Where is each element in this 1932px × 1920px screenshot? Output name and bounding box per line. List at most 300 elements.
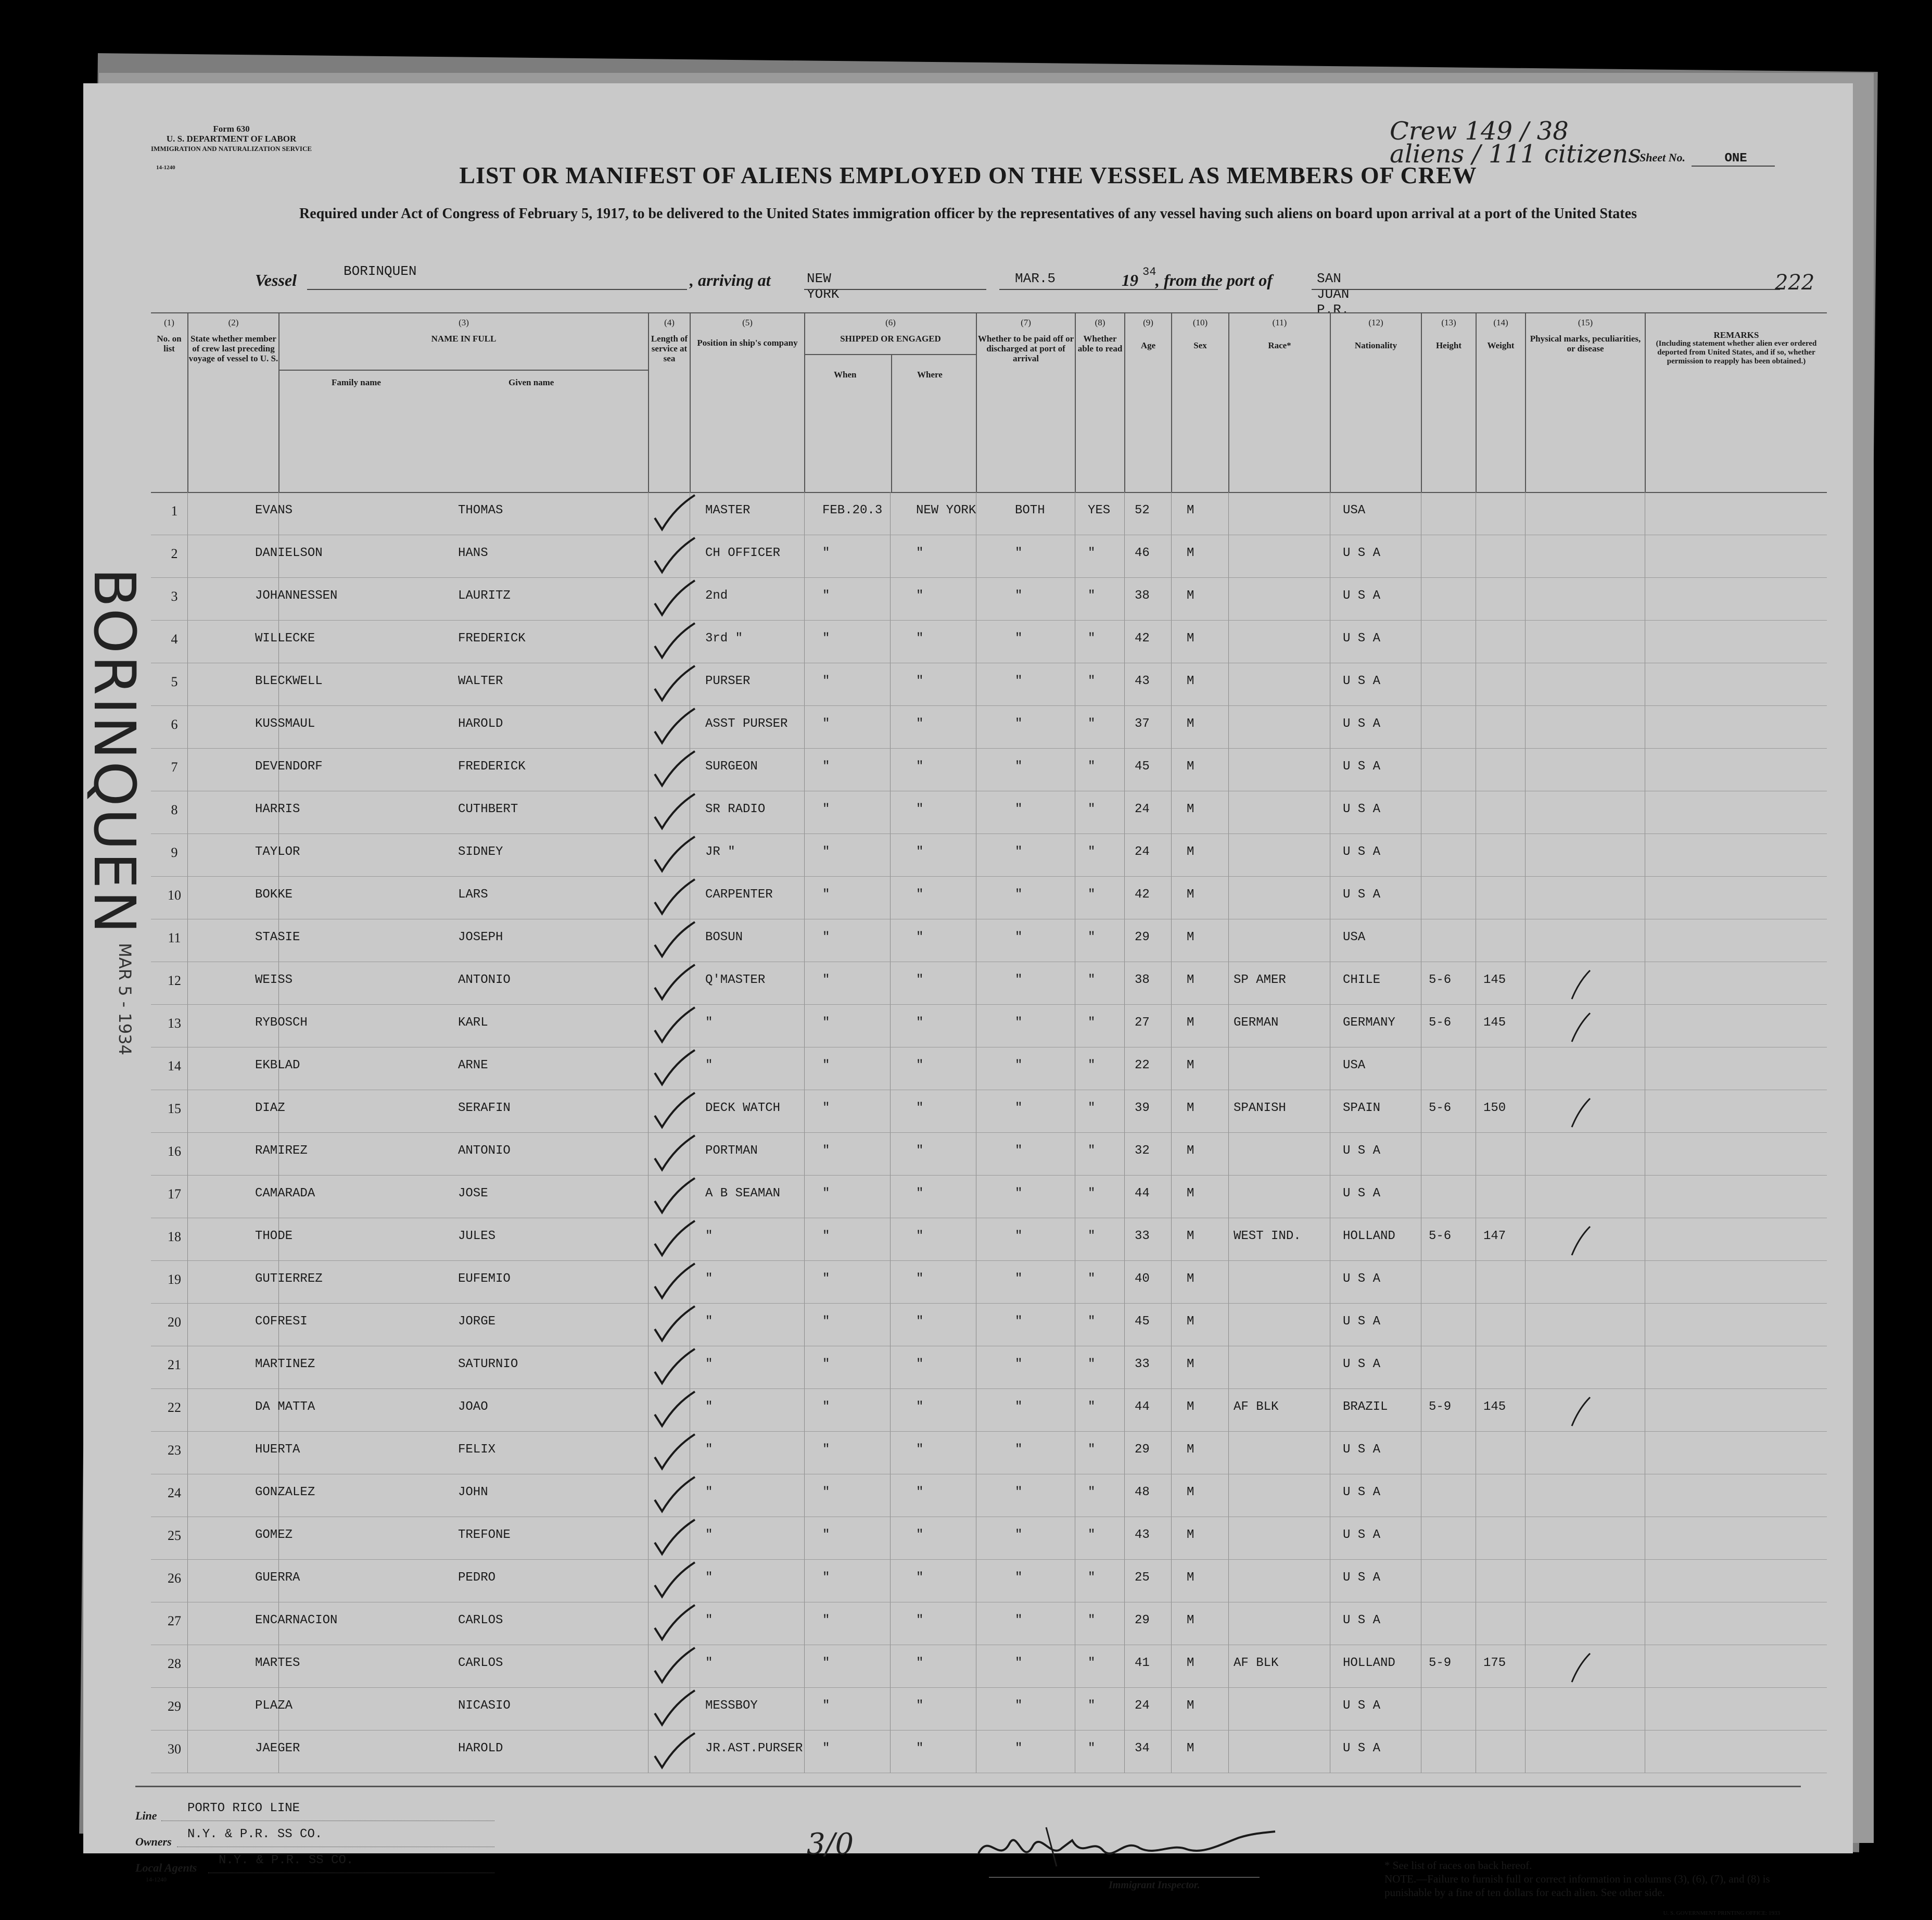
cell-family-name: DIAZ: [255, 1101, 285, 1115]
cell-position: ": [705, 1315, 713, 1329]
cell-age: 44: [1135, 1186, 1150, 1201]
header-col-6: [804, 312, 976, 492]
cell-paid-off: ": [1015, 1058, 1023, 1072]
check-mark-icon: [651, 1646, 697, 1686]
check-mark-icon: [651, 1603, 697, 1644]
cell-shipped-when: ": [822, 802, 830, 816]
header-num: (12): [1368, 318, 1383, 327]
cell-shipped-where: ": [916, 973, 924, 987]
from-port: SAN JUAN P.R.: [1317, 271, 1350, 318]
cell-position: ": [705, 1528, 713, 1542]
cell-family-name: JOHANNESSEN: [255, 589, 338, 603]
cell-able-to-read: ": [1088, 1016, 1096, 1030]
cell-nationality: U S A: [1343, 1144, 1381, 1158]
cell-shipped-where: ": [916, 546, 924, 560]
cell-shipped-when: ": [822, 1699, 830, 1713]
check-mark-icon: [651, 1219, 697, 1259]
table-row: [151, 1388, 1827, 1432]
table-row: [151, 1645, 1827, 1688]
header-num: (11): [1272, 318, 1287, 327]
check-mark-icon: [651, 1518, 697, 1558]
cell-num: 23: [168, 1443, 181, 1458]
table-row: [151, 1090, 1827, 1133]
date-underline: [999, 289, 1218, 290]
sheet-label: Sheet No.: [1639, 151, 1685, 164]
header-remarks: [1645, 312, 1827, 492]
cell-nationality: U S A: [1343, 1528, 1381, 1542]
cell-position: BOSUN: [705, 930, 743, 944]
cell-weight: 145: [1483, 1400, 1506, 1414]
cell-race: AF BLK: [1234, 1656, 1279, 1670]
cell-paid-off: ": [1015, 1400, 1023, 1414]
cell-position: MASTER: [705, 503, 751, 517]
agents-value: N.Y. & P.R. SS CO.: [219, 1853, 354, 1867]
cell-shipped-where: ": [916, 589, 924, 603]
inspector-rule: [989, 1877, 1260, 1878]
cell-nationality: U S A: [1343, 1741, 1381, 1755]
page-subtitle: Required under Act of Congress of February 5, 1917, to be delivered to the United States immigration officer by the representatives of any vessel having such aliens on board upon arrival at a port of the United States: [299, 206, 1637, 222]
physical-mark-tick-icon: [1561, 963, 1608, 1003]
cell-sex: M: [1187, 1144, 1194, 1158]
cell-sex: M: [1187, 1186, 1194, 1201]
table-row: [151, 577, 1827, 621]
cell-age: 33: [1135, 1229, 1150, 1243]
check-mark-icon: [651, 706, 697, 747]
cell-shipped-where: ": [916, 1144, 924, 1158]
arriving-port: NEW YORK: [807, 271, 840, 302]
cell-nationality: HOLLAND: [1343, 1229, 1395, 1243]
cell-able-to-read: ": [1088, 1400, 1096, 1414]
cell-paid-off: ": [1015, 1613, 1023, 1627]
cell-age: 34: [1135, 1741, 1150, 1755]
header-sub: Given name: [509, 377, 554, 387]
page-title: LIST OR MANIFEST OF ALIENS EMPLOYED ON THE VESSEL AS MEMBERS OF CREW: [459, 162, 1477, 188]
check-mark-icon: [651, 920, 697, 961]
port-underline: [804, 289, 986, 290]
cell-shipped-where: ": [916, 1485, 924, 1499]
cell-position: ": [705, 1229, 713, 1243]
cell-able-to-read: ": [1088, 1058, 1096, 1072]
cell-shipped-where: ": [916, 1613, 924, 1627]
cell-shipped-where: ": [916, 845, 924, 859]
cell-sex: M: [1187, 631, 1194, 646]
physical-mark-tick-icon: [1561, 1219, 1608, 1259]
header-num: (9): [1143, 318, 1153, 327]
check-mark-icon: [651, 1048, 697, 1089]
check-mark-icon: [651, 835, 697, 875]
cell-able-to-read: ": [1088, 1186, 1096, 1201]
cell-paid-off: ": [1015, 1571, 1023, 1585]
sheet-underline: [1692, 166, 1775, 167]
cell-given-name: WALTER: [458, 674, 503, 688]
header-col-1: [151, 312, 187, 492]
cell-weight: 175: [1483, 1656, 1506, 1670]
cell-position: PURSER: [705, 674, 751, 688]
cell-shipped-where: ": [916, 717, 924, 731]
table-row: [151, 1218, 1827, 1261]
cell-paid-off: ": [1015, 1144, 1023, 1158]
cell-position: ": [705, 1485, 713, 1499]
arrival-date: MAR.5: [1015, 271, 1056, 286]
cell-nationality: U S A: [1343, 589, 1381, 603]
cell-position: A B SEAMAN: [705, 1186, 781, 1201]
cell-given-name: CARLOS: [458, 1613, 503, 1627]
table-row: [151, 705, 1827, 749]
cell-sex: M: [1187, 1485, 1194, 1499]
cell-sex: M: [1187, 760, 1194, 774]
header-num: (13): [1441, 318, 1456, 327]
cell-family-name: WILLECKE: [255, 631, 315, 646]
cell-position: 3rd ": [705, 631, 743, 646]
arriving-label: , arriving at: [690, 271, 771, 289]
cell-shipped-when: ": [822, 1058, 830, 1072]
header-label: Sex: [1193, 340, 1207, 350]
cell-age: 32: [1135, 1144, 1150, 1158]
cell-shipped-where: ": [916, 1315, 924, 1329]
header-num: (8): [1095, 318, 1105, 327]
column-headers: [151, 312, 1827, 492]
cell-shipped-when: ": [822, 1741, 830, 1755]
cell-shipped-when: ": [822, 1016, 830, 1030]
cell-able-to-read: ": [1088, 1699, 1096, 1713]
cell-height: 5-9: [1429, 1656, 1452, 1670]
cell-given-name: ARNE: [458, 1058, 488, 1072]
cell-num: 25: [168, 1528, 181, 1543]
cell-race: SP AMER: [1234, 973, 1286, 987]
sheet-number: [1639, 151, 1747, 166]
check-mark-icon: [651, 1176, 697, 1217]
header-label: NAME IN FULL: [431, 334, 497, 344]
cell-shipped-when: ": [822, 1272, 830, 1286]
initials: 3/0: [807, 1827, 854, 1861]
cell-nationality: U S A: [1343, 1613, 1381, 1627]
check-mark-icon: [651, 1005, 697, 1046]
check-mark-icon: [651, 877, 697, 918]
cell-shipped-where: ": [916, 1016, 924, 1030]
printing-office: U. S. GOVERNMENT PRINTING OFFICE: 1933: [1663, 1910, 1780, 1916]
cell-height: 5-6: [1429, 1229, 1452, 1243]
cell-shipped-when: ": [822, 888, 830, 902]
cell-able-to-read: ": [1088, 1101, 1096, 1115]
cell-family-name: STASIE: [255, 930, 300, 944]
cell-num: 6: [171, 717, 178, 732]
cell-family-name: DANIELSON: [255, 546, 323, 560]
cell-shipped-where: ": [916, 1357, 924, 1371]
cell-given-name: JOHN: [458, 1485, 488, 1499]
cell-able-to-read: YES: [1088, 503, 1111, 517]
cell-shipped-when: ": [822, 930, 830, 944]
cell-shipped-where: ": [916, 930, 924, 944]
cell-nationality: U S A: [1343, 1272, 1381, 1286]
header-sub: Where: [917, 370, 943, 380]
header-label: Whether able to read: [1077, 334, 1123, 353]
cell-able-to-read: ": [1088, 1528, 1096, 1542]
cell-shipped-where: ": [916, 1571, 924, 1585]
cell-shipped-when: ": [822, 760, 830, 774]
cell-given-name: TREFONE: [458, 1528, 511, 1542]
table-row: [151, 1431, 1827, 1474]
cell-family-name: GUTIERREZ: [255, 1272, 323, 1286]
cell-given-name: SATURNIO: [458, 1357, 518, 1371]
check-mark-icon: [651, 963, 697, 1003]
cell-position: JR.AST.PURSER: [705, 1741, 803, 1755]
table-row: [151, 492, 1827, 535]
cell-position: ASST PURSER: [705, 717, 788, 731]
header-label: SHIPPED OR ENGAGED: [840, 334, 941, 344]
cell-age: 42: [1135, 631, 1150, 646]
cell-family-name: RYBOSCH: [255, 1016, 308, 1030]
cell-able-to-read: ": [1088, 717, 1096, 731]
cell-position: SURGEON: [705, 760, 758, 774]
cell-able-to-read: ": [1088, 930, 1096, 944]
cell-shipped-when: ": [822, 1571, 830, 1585]
cell-given-name: THOMAS: [458, 503, 503, 517]
cell-position: ": [705, 1016, 713, 1030]
cell-weight: 150: [1483, 1101, 1506, 1115]
vessel-stamp: [68, 562, 182, 1055]
header-col-14: [1476, 312, 1525, 492]
cell-sex: M: [1187, 1101, 1194, 1115]
cell-shipped-when: ": [822, 546, 830, 560]
header-label: Age: [1140, 340, 1156, 350]
table-row: [151, 1303, 1827, 1346]
header-col-2: [187, 312, 278, 492]
cell-nationality: U S A: [1343, 1571, 1381, 1585]
check-mark-icon: [651, 536, 697, 576]
cell-height: 5-6: [1429, 973, 1452, 987]
cell-able-to-read: ": [1088, 802, 1096, 816]
cell-nationality: HOLLAND: [1343, 1656, 1395, 1670]
cell-given-name: SERAFIN: [458, 1101, 511, 1115]
cell-given-name: LAURITZ: [458, 589, 511, 603]
cell-num: 29: [168, 1699, 181, 1714]
cell-age: 43: [1135, 674, 1150, 688]
cell-given-name: EUFEMIO: [458, 1272, 511, 1286]
cell-position: ": [705, 1058, 713, 1072]
cell-age: 40: [1135, 1272, 1150, 1286]
cell-race: WEST IND.: [1234, 1229, 1301, 1243]
cell-shipped-when: ": [822, 1528, 830, 1542]
cell-position: ": [705, 1571, 713, 1585]
cell-nationality: U S A: [1343, 760, 1381, 774]
cell-num: 16: [168, 1144, 181, 1159]
check-mark-icon: [651, 1432, 697, 1473]
department: U. S. DEPARTMENT OF LABOR: [166, 134, 297, 144]
cell-shipped-when: ": [822, 1229, 830, 1243]
header-label: Nationality: [1354, 340, 1397, 350]
header-num: (10): [1192, 318, 1208, 327]
cell-able-to-read: ": [1088, 1315, 1096, 1329]
line-value: PORTO RICO LINE: [187, 1801, 300, 1815]
cell-shipped-when: ": [822, 1315, 830, 1329]
cell-given-name: CUTHBERT: [458, 802, 518, 816]
cell-position: SR RADIO: [705, 802, 766, 816]
cell-paid-off: ": [1015, 631, 1023, 646]
cell-paid-off: ": [1015, 802, 1023, 816]
header-num: (1): [164, 318, 174, 327]
check-mark-icon: [651, 1560, 697, 1601]
cell-shipped-when: ": [822, 1101, 830, 1115]
check-mark-icon: [651, 792, 697, 832]
cell-given-name: CARLOS: [458, 1656, 503, 1670]
cell-position: ": [705, 1357, 713, 1371]
cell-position: Q'MASTER: [705, 973, 766, 987]
cell-nationality: U S A: [1343, 1186, 1381, 1201]
cell-age: 42: [1135, 888, 1150, 902]
cell-paid-off: BOTH: [1015, 503, 1045, 517]
cell-shipped-when: ": [822, 717, 830, 731]
cell-shipped-when: ": [822, 631, 830, 646]
cell-given-name: HANS: [458, 546, 488, 560]
cell-family-name: GOMEZ: [255, 1528, 293, 1542]
cell-num: 3: [171, 589, 178, 604]
header-col-10: [1171, 312, 1228, 492]
cell-position: DECK WATCH: [705, 1101, 781, 1115]
cell-age: 22: [1135, 1058, 1150, 1072]
header-sub: Family name: [332, 377, 381, 387]
cell-num: 21: [168, 1357, 181, 1372]
cell-able-to-read: ": [1088, 1741, 1096, 1755]
owners-value: N.Y. & P.R. SS CO.: [187, 1827, 323, 1841]
header-label: Position in ship's company: [697, 338, 798, 348]
cell-sex: M: [1187, 845, 1194, 859]
cell-position: ": [705, 1613, 713, 1627]
cell-able-to-read: ": [1088, 760, 1096, 774]
cell-paid-off: ": [1015, 1443, 1023, 1457]
cell-given-name: JORGE: [458, 1315, 496, 1329]
cell-age: 38: [1135, 589, 1150, 603]
header-col-5: [690, 312, 804, 492]
cell-sex: M: [1187, 1357, 1194, 1371]
cell-family-name: BOKKE: [255, 888, 293, 902]
header-num: (4): [664, 318, 675, 327]
cell-able-to-read: ": [1088, 1656, 1096, 1670]
cell-position: CH OFFICER: [705, 546, 781, 560]
cell-num: 26: [168, 1571, 181, 1586]
cell-family-name: KUSSMAUL: [255, 717, 315, 731]
from-label: , from the port of: [1155, 271, 1273, 289]
cell-family-name: TAYLOR: [255, 845, 300, 859]
manifest-sheet: [81, 83, 1853, 1916]
header-col-4: [648, 312, 690, 492]
cell-shipped-when: ": [822, 1400, 830, 1414]
header-col-11: [1228, 312, 1330, 492]
crew-table: [151, 492, 1827, 1773]
cell-position: ": [705, 1400, 713, 1414]
cell-family-name: CAMARADA: [255, 1186, 315, 1201]
cell-paid-off: ": [1015, 1741, 1023, 1755]
cell-nationality: U S A: [1343, 631, 1381, 646]
header-sub: When: [834, 370, 857, 380]
cell-able-to-read: ": [1088, 1613, 1096, 1627]
inspector-label: Immigrant Inspector.: [1109, 1879, 1200, 1891]
cell-position: PORTMAN: [705, 1144, 758, 1158]
line-label: Line: [135, 1809, 157, 1822]
cell-given-name: HAROLD: [458, 717, 503, 731]
vessel-name: BORINQUEN: [344, 263, 417, 279]
cell-family-name: ENCARNACION: [255, 1613, 338, 1627]
cell-shipped-where: ": [916, 1272, 924, 1286]
line-field: [135, 1801, 300, 1823]
cell-nationality: U S A: [1343, 1443, 1381, 1457]
cell-num: 15: [168, 1101, 181, 1116]
signature-stroke: [978, 1831, 1275, 1853]
inspector-signature: [968, 1817, 1280, 1874]
cell-paid-off: ": [1015, 930, 1023, 944]
cell-family-name: JAEGER: [255, 1741, 300, 1755]
check-mark-icon: [651, 621, 697, 662]
table-row: [151, 1730, 1827, 1773]
cell-nationality: BRAZIL: [1343, 1400, 1388, 1414]
cell-race: SPANISH: [1234, 1101, 1286, 1115]
cell-family-name: BLECKWELL: [255, 674, 323, 688]
cell-able-to-read: ": [1088, 589, 1096, 603]
cell-sex: M: [1187, 1699, 1194, 1713]
cell-able-to-read: ": [1088, 631, 1096, 646]
cell-num: 1: [171, 503, 178, 519]
cell-given-name: HAROLD: [458, 1741, 503, 1755]
cell-age: 44: [1135, 1400, 1150, 1414]
owners-label: Owners: [135, 1835, 172, 1848]
table-row: [151, 1559, 1827, 1602]
service: IMMIGRATION AND NATURALIZATION SERVICE: [151, 145, 312, 153]
cell-num: 28: [168, 1656, 181, 1671]
header-num: (6): [885, 318, 896, 327]
cell-shipped-where: ": [916, 1443, 924, 1457]
cell-shipped-where: ": [916, 1101, 924, 1115]
table-row: [151, 1517, 1827, 1560]
agents-label: Local Agents: [135, 1861, 197, 1874]
cell-paid-off: ": [1015, 1229, 1023, 1243]
cell-age: 29: [1135, 1613, 1150, 1627]
cell-able-to-read: ": [1088, 1229, 1096, 1243]
cell-shipped-where: ": [916, 1656, 924, 1670]
table-row: [151, 1602, 1827, 1645]
header-num: (7): [1021, 318, 1031, 327]
header-col-3: [278, 312, 648, 492]
check-mark-icon: [651, 1390, 697, 1430]
cell-paid-off: ": [1015, 1699, 1023, 1713]
cell-age: 29: [1135, 930, 1150, 944]
check-mark-icon: [651, 1261, 697, 1302]
cell-nationality: U S A: [1343, 888, 1381, 902]
cell-age: 52: [1135, 503, 1150, 517]
cell-nationality: CHILE: [1343, 973, 1381, 987]
cell-sex: M: [1187, 1443, 1194, 1457]
cell-paid-off: ": [1015, 973, 1023, 987]
header-label: Weight: [1487, 340, 1515, 350]
cell-shipped-when: ": [822, 1186, 830, 1201]
cell-paid-off: ": [1015, 589, 1023, 603]
check-mark-icon: [651, 1731, 697, 1772]
cell-num: 30: [168, 1741, 181, 1757]
table-row: [151, 1132, 1827, 1176]
cell-sex: M: [1187, 1571, 1194, 1585]
physical-mark-tick-icon: [1561, 1091, 1608, 1131]
cell-sex: M: [1187, 1272, 1194, 1286]
header-label: Length of service at sea: [651, 334, 688, 363]
cell-shipped-where: ": [916, 760, 924, 774]
cell-num: 20: [168, 1315, 181, 1330]
cell-given-name: FREDERICK: [458, 760, 526, 774]
cell-able-to-read: ": [1088, 973, 1096, 987]
cell-family-name: EVANS: [255, 503, 293, 517]
table-row: [151, 1260, 1827, 1304]
table-row: [151, 1175, 1827, 1218]
header-sub: (Including statement whether alien ever ordered deported from United States, and if so, whether permission to reapply has been obtained.): [1656, 339, 1817, 365]
cell-shipped-when: ": [822, 1656, 830, 1670]
cell-weight: 145: [1483, 973, 1506, 987]
